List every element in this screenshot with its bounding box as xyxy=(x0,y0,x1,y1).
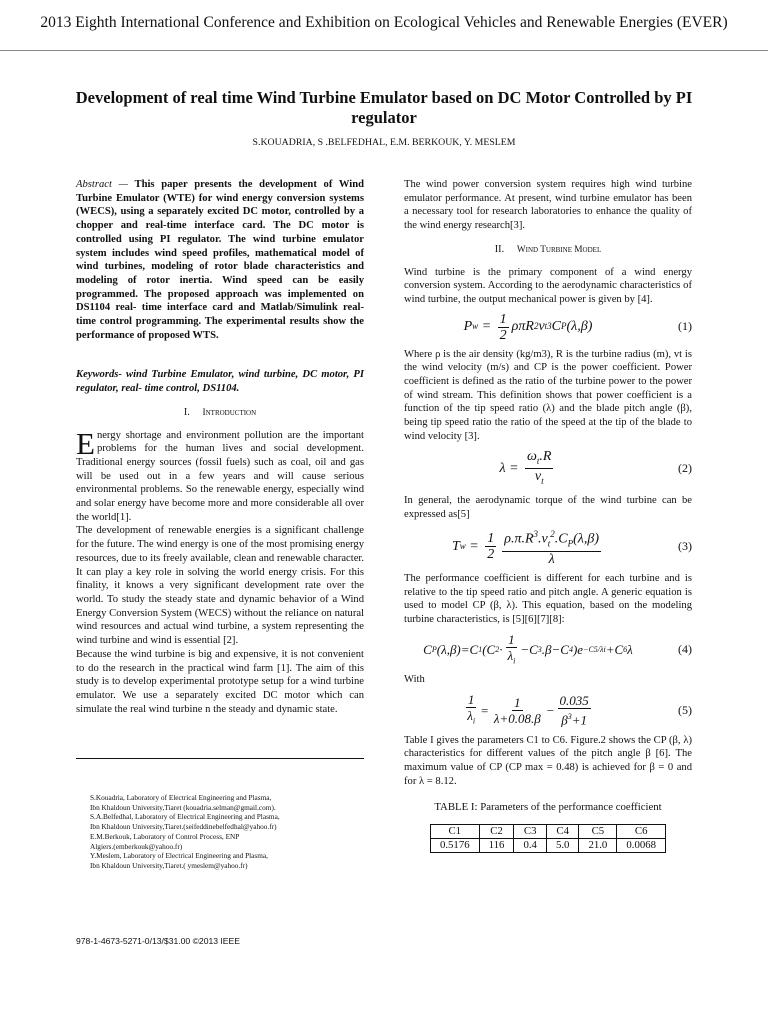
fraction: $\frac{\omega_t.R}{v_t}$ xyxy=(527,448,552,487)
right-paragraph-5: The performance coefficient is different for each turbine and is relative to the tip speed ratio and pitch angle. A generic equation is used to model CP (β, λ). This equation, based on the modeling turbine characteristics, is [5][6][7][8]: xyxy=(404,573,692,626)
right-column xyxy=(404,178,692,853)
section-number: II. xyxy=(494,243,505,255)
equation-3-body: T w = $\frac{1}{2}$ $\frac{\rho.\pi.R^3.v_t^2.C_P(\lambda,\beta)}{\lambda}$ xyxy=(451,528,599,567)
fraction: $\frac{1}{\lambda_i}$ xyxy=(507,631,516,666)
equation-5 xyxy=(404,692,692,729)
equation-1-body: P w = $\frac{1}{2}$ ρπR 2 v t 3 C P (λ,β) xyxy=(463,311,593,343)
right-paragraph-6: Table I gives the parameters C1 to C6. Figure.2 shows the CP (β, λ) characteristics for different values of the pitch angle β [6]. The maximum value of CP (CP max = 0.48) is achieved for β = 0 and for λ = 8.12. xyxy=(404,734,692,787)
intro-paragraph-1 xyxy=(76,425,364,525)
table-header-cell: C1 xyxy=(430,825,479,839)
abstract xyxy=(76,178,364,342)
table-cell: 21.0 xyxy=(579,839,617,853)
table-cell: 0.5176 xyxy=(430,839,479,853)
footnote-line: Algiers.(emberkouk@yahoo.fr) xyxy=(90,841,183,851)
paper-authors: S.KOUADRIA, S .BELFEDHAL, E.M. BERKOUK, Y. MESLEM xyxy=(252,137,516,148)
intro-paragraph-2: The development of renewable energies is a significant challenge for the future. The wind energy is one of the most promising energy resources, due to its freely available, clean and renewable character. It can play a key role in solving the world energy crisis. For this finality, it knows a very significant development rate over the world. To study the steady state and dynamic behavior of a Wind Energy Conversion System (WECS) without the reliance on natural wind resources and actual wind turbine, a system representing the wind turbine and wind is essential [2]. xyxy=(76,525,364,647)
abstract-lead: Abstract — xyxy=(76,179,129,190)
equation-2 xyxy=(404,449,692,490)
footnote-line: S.A.Belfedhal, Laboratory of Electrical Engineering and Plasma, xyxy=(90,812,280,822)
equation-3 xyxy=(404,527,692,567)
table-header-cell: C2 xyxy=(479,825,514,839)
footnote-line: S.Kouadria, Laboratory of Electrical Engineering and Plasma, xyxy=(90,793,272,802)
table-cell: 0.4 xyxy=(514,839,547,853)
table-header-cell: C6 xyxy=(617,825,666,839)
fraction: $\frac{1}{\lambda_i}$ xyxy=(467,692,476,726)
footnote-line: Ibn Khaldoun University,Tiaret.( ymeslem@yahoo.fr) xyxy=(90,860,248,870)
fraction: $\frac{1}{2}$ xyxy=(487,531,495,563)
fraction: $\frac{1}{2}$ xyxy=(499,311,507,343)
header-divider xyxy=(0,50,768,51)
intro-paragraph-1-text: nergy shortage and environment pollution are the important problems for the human lives and social development. Traditional energy sources (fossil fuels) such as coal, oil and gas will be used out in a few years and will cause serious environmental problems. So the renewable energy, especially wind and solar energy have become more and more considerable all over the world[1]. xyxy=(76,429,364,523)
equation-4-body: C P (λ,β)=C 1 (C 2 · $\frac{1}{\lambda_i}$ −C 3 .β−C 4 )e −C5/λi +C 6 λ xyxy=(404,632,652,669)
abstract-text: This paper presents the development of Wind Turbine Emulator (WTE) for wind energy conversion systems (WECS), using a separately excited DC motor, controlled by a chopper and real-time interface card. The DC motor is controlled using PI regulator. The wind turbine emulator system includes wind speed profiles, mathematical model of wind turbines, modeling of rotor blade characteristics and modeling of rotor inertia. Wind speed can be easily programmed. The proposed approach was implemented on DS1104 real- time interface card and Matlab/Simulink real-time control programming. The experimental results show the performance of proposed WTS. xyxy=(76,179,364,341)
fraction: $\frac{1}{\lambda+0.08.\beta}$ xyxy=(493,694,541,726)
table-header-cell: C5 xyxy=(579,825,617,839)
fraction: $\frac{0.035}{\beta^3+1}$ xyxy=(559,693,589,728)
table-caption: TABLE I: Parameters of the performance coefficient xyxy=(434,800,662,813)
footnote-line: E.M.Berkouk, Laboratory of Control Process, ENP xyxy=(90,831,240,841)
footnote-line: Y.Meslem, Laboratory of Electrical Engineering and Plasma, xyxy=(90,851,268,861)
fraction: $\frac{\rho.\pi.R^3.v_t^2.C_P(\lambda,\beta)}{\lambda}$ xyxy=(504,528,599,567)
right-paragraph-4: In general, the aerodynamic torque of the wind turbine can be expressed as[5] xyxy=(404,495,692,520)
right-paragraph-3: Where ρ is the air density (kg/m3), R is the turbine radius (m), vt is the wind velocity (m/s) and CP is the power coefficient. Power coefficient is defined as the ratio of the turbine power to the power of wind stream. This definition shows that power coefficient is a function of the tip speed ratio (λ) and the blade pitch angle (β), being tip speed ratio the ratio of the speed at the tip of the blade to wind velocity [3]. xyxy=(404,348,692,442)
right-paragraph-2: Wind turbine is the primary component of a wind energy conversion system. According to the aerodynamic characteristics of wind turbine, the output mechanical power is given by [4]. xyxy=(404,266,692,305)
right-paragraph-1: The wind power conversion system requires high wind turbine emulator performance. At present, wind turbine emulator has been a necessary tool for research laboratories to enhance the quality of the wind energy research[3]. xyxy=(404,179,692,232)
parameters-table xyxy=(430,824,666,853)
footnote-line: Ibn Khaldoun University,Tiaret.(seifeddinebelfedhal@yahoo.fr) xyxy=(90,822,277,832)
equation-number: (5) xyxy=(678,702,692,717)
author-footnotes xyxy=(76,758,364,871)
equation-number: (1) xyxy=(678,319,692,334)
paper-title: Development of real time Wind Turbine Emulator based on DC Motor Controlled by PI regulator xyxy=(75,88,693,127)
drop-cap: E xyxy=(76,425,95,461)
equation-number: (2) xyxy=(678,460,692,475)
table-cell: 116 xyxy=(479,839,514,853)
left-column xyxy=(76,178,364,716)
table-header-cell: C4 xyxy=(546,825,579,839)
equation-5-body: $\frac{1}{\lambda_i}$ = $\frac{1}{\lambda+0.08.\beta}$ − $\frac{0.035}{\beta^3+1}$ xyxy=(467,692,589,728)
with-label: With xyxy=(404,674,425,686)
table-cell: 0.0068 xyxy=(617,839,666,853)
section-title: Introduction xyxy=(202,407,257,418)
table-header-cell: C3 xyxy=(514,825,547,839)
conference-header: 2013 Eighth International Conference and Exhibition on Ecological Vehicles and Renewable Energies (EVER) xyxy=(40,14,728,31)
section-number: I. xyxy=(183,406,190,418)
keywords: Keywords- wind Turbine Emulator, wind turbine, DC motor, PI regulator, real- time control, DS1104. xyxy=(76,369,364,395)
table-row xyxy=(430,839,665,853)
equation-number: (4) xyxy=(678,642,692,657)
section-heading-wind-turbine-model xyxy=(404,243,692,258)
equation-2-body: λ = $\frac{\omega_t.R}{v_t}$ xyxy=(404,449,652,490)
equation-4 xyxy=(404,632,692,669)
equation-1 xyxy=(404,312,692,343)
section-title: Wind Turbine Model xyxy=(516,244,602,255)
isbn-line: 978-1-4673-5271-0/13/$31.00 ©2013 IEEE xyxy=(76,936,241,946)
equation-number: (3) xyxy=(678,538,692,553)
table-header-row xyxy=(430,825,665,839)
table-cell: 5.0 xyxy=(546,839,579,853)
intro-paragraph-3: Because the wind turbine is big and expensive, it is not convenient to do the research in the practical wind farm [1]. The aim of this study is to develop experimental prototype setup for a wind turbine emulator. We use a separately excited DC motor which can simulate the real wind turbine n the steady and dynamic state. xyxy=(76,648,364,715)
footnote-line: Ibn Khaldoun University,Tiaret (kouadria.selman@gmail.com). xyxy=(90,802,276,812)
section-heading-introduction xyxy=(76,406,364,421)
